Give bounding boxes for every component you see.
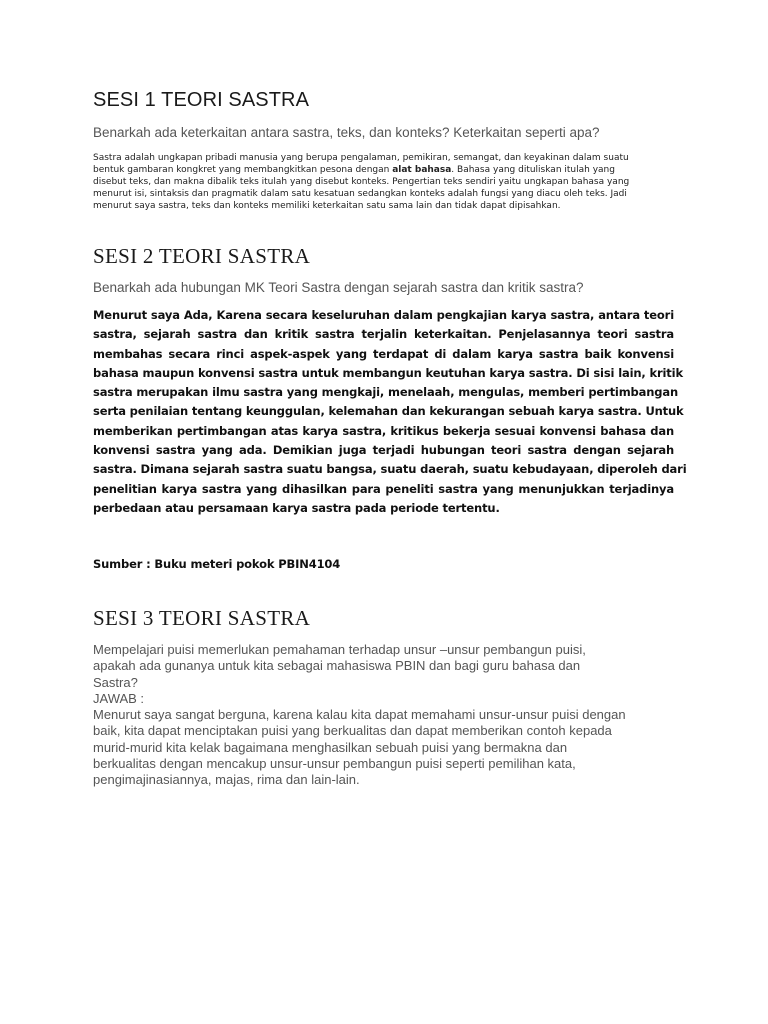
sesi2-answer-line: serta penilaian tentang keunggulan, kelemahan dan kekurangan sebuah karya sastra. Untuk xyxy=(93,404,684,419)
sesi2-answer-line: penelitian karya sastra yang dihasilkan para peneliti sastra yang menunjukkan terjadinya xyxy=(93,481,674,496)
sesi2-answer-line: sastra, sejarah sastra dan kritik sastra terjalin keterkaitan. Penjelasannya teori sastra xyxy=(93,327,674,342)
sesi2-answer-line: sastra. Dimana sejarah sastra suatu bangsa, suatu daerah, suatu kebudayaan, diperoleh dari xyxy=(93,462,687,477)
sesi2-answer-block xyxy=(93,306,687,518)
sesi3-line: Menurut saya sangat berguna, karena kalau kita dapat memahami unsur-unsur puisi dengan xyxy=(93,707,626,723)
sesi2-source: Sumber : Buku meteri pokok PBIN4104 xyxy=(93,557,341,571)
sesi1-answer-line: disebut teks, dan makna dibalik teks itulah yang disebut konteks. Pengertian teks sendiri yaitu ungkapan bahasa yang xyxy=(93,177,630,187)
sesi2-question: Benarkah ada hubungan MK Teori Sastra dengan sejarah sastra dan kritik sastra? xyxy=(93,280,584,295)
sesi2-title: SESI 2 TEORI SASTRA xyxy=(93,244,311,268)
sesi1-answer-line: menurut saya sastra, teks dan konteks memiliki keterkaitan satu sama lain dan tidak dapat dipisahkan. xyxy=(93,201,561,211)
sesi2-answer-line: memberikan pertimbangan atas karya sastra, kritikus bekerja sesuai konvensi bahasa dan xyxy=(93,423,674,438)
sesi2-answer-line: perbedaan atau persamaan karya sastra pada periode tertentu. xyxy=(93,500,500,515)
sesi1-answer xyxy=(93,152,674,212)
sesi3-section xyxy=(93,606,674,631)
sesi1-question: Benarkah ada keterkaitan antara sastra, teks, dan konteks? Keterkaitan seperti apa? xyxy=(93,125,600,140)
sesi2-source-block xyxy=(93,557,674,571)
sesi3-line: pengimajinasiannya, majas, rima dan lain-lain. xyxy=(93,772,360,788)
sesi1-answer-line xyxy=(93,164,674,176)
sesi1-answer-line: Sastra adalah ungkapan pribadi manusia yang berupa pengalaman, pemikiran, semangat, dan keyakinan dalam suatu xyxy=(93,153,629,163)
sesi2-answer-line: membahas secara rinci aspek-aspek yang terdapat di dalam karya sastra baik konvensi xyxy=(93,346,674,361)
sesi2-answer-line: Menurut saya Ada, Karena secara keseluruhan dalam pengkajian karya sastra, antara teori xyxy=(93,308,674,322)
sesi2-answer-line: bahasa maupun konvensi sastra untuk membangun keutuhan karya sastra. Di sisi lain, kritik xyxy=(93,365,683,380)
sesi1-answer-block xyxy=(93,152,674,212)
sesi3-line: apakah ada gunanya untuk kita sebagai mahasiswa PBIN dan bagi guru bahasa dan xyxy=(93,658,581,674)
sesi3-line: murid-murid kita kelak bagaimana menghasilkan sebuah puisi yang bermakna dan xyxy=(93,739,568,755)
sesi3-line: Sastra? xyxy=(93,674,138,690)
sesi2-section xyxy=(93,244,674,269)
sesi2-answer-line: sastra merupakan ilmu sastra yang mengkaji, menelaah, mengulas, memberi pertimbangan xyxy=(93,385,678,400)
sesi3-line: Mempelajari puisi memerlukan pemahaman terhadap unsur –unsur pembangun puisi, xyxy=(93,642,586,657)
sesi3-line: berkualitas dengan mencakup unsur-unsur pembangun puisi seperti pemilihan kata, xyxy=(93,756,576,772)
sesi1-answer-bold-term: alat bahasa xyxy=(392,165,452,175)
sesi1-title: SESI 1 TEORI SASTRA xyxy=(93,89,310,111)
sesi1-answer-fragment: bentuk gambaran kongkret yang membangkitkan pesona dengan xyxy=(93,165,393,175)
sesi1-answer-line: menurut isi, sintaksis dan pragmatik dalam satu kesatuan sedangkan konteks adalah fungsi yang diacu oleh teks. Jadi xyxy=(93,189,627,199)
sesi1-question-block xyxy=(93,125,674,140)
sesi1-answer-fragment: . Bahasa yang dituliskan itulah yang xyxy=(451,165,615,175)
sesi3-body-block xyxy=(93,642,674,789)
sesi2-question-block xyxy=(93,280,674,295)
sesi3-title: SESI 3 TEORI SASTRA xyxy=(93,606,311,630)
sesi1-section xyxy=(93,89,674,112)
sesi3-line: baik, kita dapat menciptakan puisi yang berkualitas dan dapat memberikan contoh kepada xyxy=(93,723,612,739)
sesi3-jawab-label: JAWAB : xyxy=(93,690,145,706)
sesi2-answer xyxy=(93,306,687,518)
sesi3-body xyxy=(93,642,674,789)
sesi2-answer-line: konvensi sastra yang ada. Demikian juga terjadi hubungan teori sastra dengan sejarah xyxy=(93,443,674,458)
